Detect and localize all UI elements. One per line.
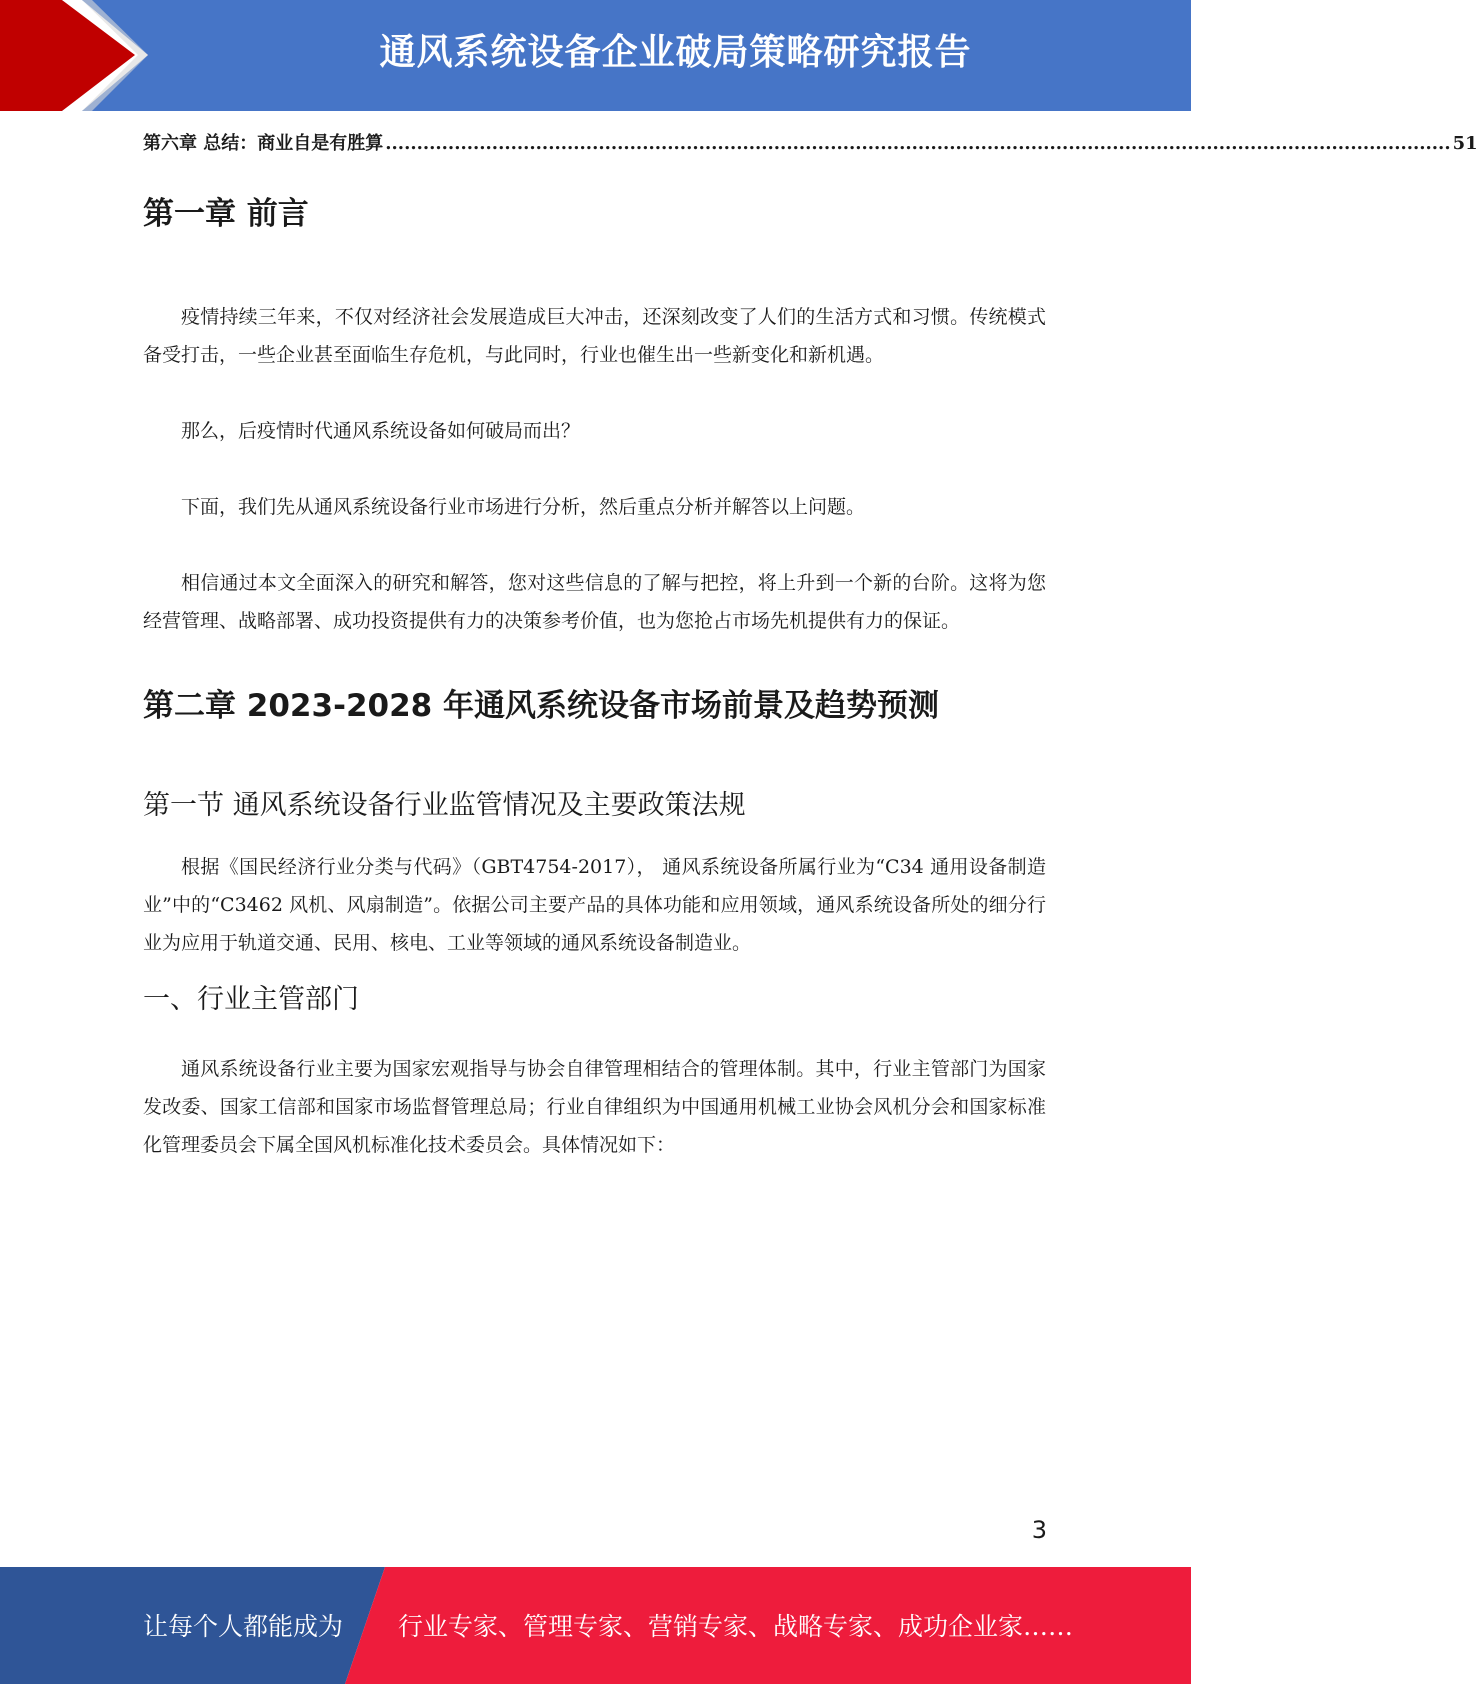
page-header [0,0,1191,111]
section1-title: 第一节 通风系统设备行业监管情况及主要政策法规 [143,790,746,821]
chapter1-paragraph-1: 疫情持续三年来，不仅对经济社会发展造成巨大冲击，还深刻改变了人们的生活方式和习惯。传统模式备受打击，一些企业甚至面临生存危机，与此同时，行业也催生出一些新变化和新机遇。 [143,306,1046,366]
subsection1-title: 一、行业主管部门 [143,984,359,1015]
chapter1-title: 第一章 前言 [143,196,309,232]
header-red-chevron [0,0,148,111]
page-content [143,124,1478,1164]
toc-entry-title: 第六章 总结：商业自是有胜算 [143,133,384,154]
toc-leader-dots: .......................................................................................................................................................................... [385,133,1451,154]
page-footer [0,1567,1191,1684]
footer-slogan-left: 让每个人都能成为 [143,1612,344,1641]
chapter1-paragraph-4: 相信通过本文全面深入的研究和解答，您对这些信息的了解与把控，将上升到一个新的台阶。这将为您经营管理、战略部署、成功投资提供有力的决策参考价值，也为您抢占市场先机提供有力的保证。 [143,572,1046,632]
header-title: 通风系统设备企业破局策略研究报告 [379,32,972,73]
chapter2-title: 第二章 2023-2028 年通风系统设备市场前景及趋势预测 [143,688,940,724]
page-number: 3 [1031,1516,1047,1544]
section1-paragraph: 根据《国民经济行业分类与代码》（GBT4754-2017）， 通风系统设备所属行业为“C34 通用设备制造业”中的“C3462 风机、风扇制造”。依据公司主要产品的具体功能和应用领域，通风系统设备所处的细分行业为应用于轨道交通、民用、核电、工业等领域的通风系统设备制造业。 [143,856,1046,954]
chapter1-paragraph-3: 下面，我们先从通风系统设备行业市场进行分析，然后重点分析并解答以上问题。 [181,496,866,518]
footer-slogan-right: 行业专家、管理专家、营销专家、战略专家、成功企业家…… [398,1612,1074,1641]
toc-entry-page: 51 [1452,133,1478,154]
subsection1-paragraph: 通风系统设备行业主要为国家宏观指导与协会自律管理相结合的管理体制。其中，行业主管部门为国家发改委、国家工信部和国家市场监督管理总局；行业自律组织为中国通用机械工业协会风机分会和国家标准化管理委员会下属全国风机标准化技术委员会。具体情况如下： [143,1058,1046,1156]
chapter1-paragraph-2: 那么，后疫情时代通风系统设备如何破局而出？ [181,420,581,442]
toc-entry[interactable] [143,124,1478,164]
